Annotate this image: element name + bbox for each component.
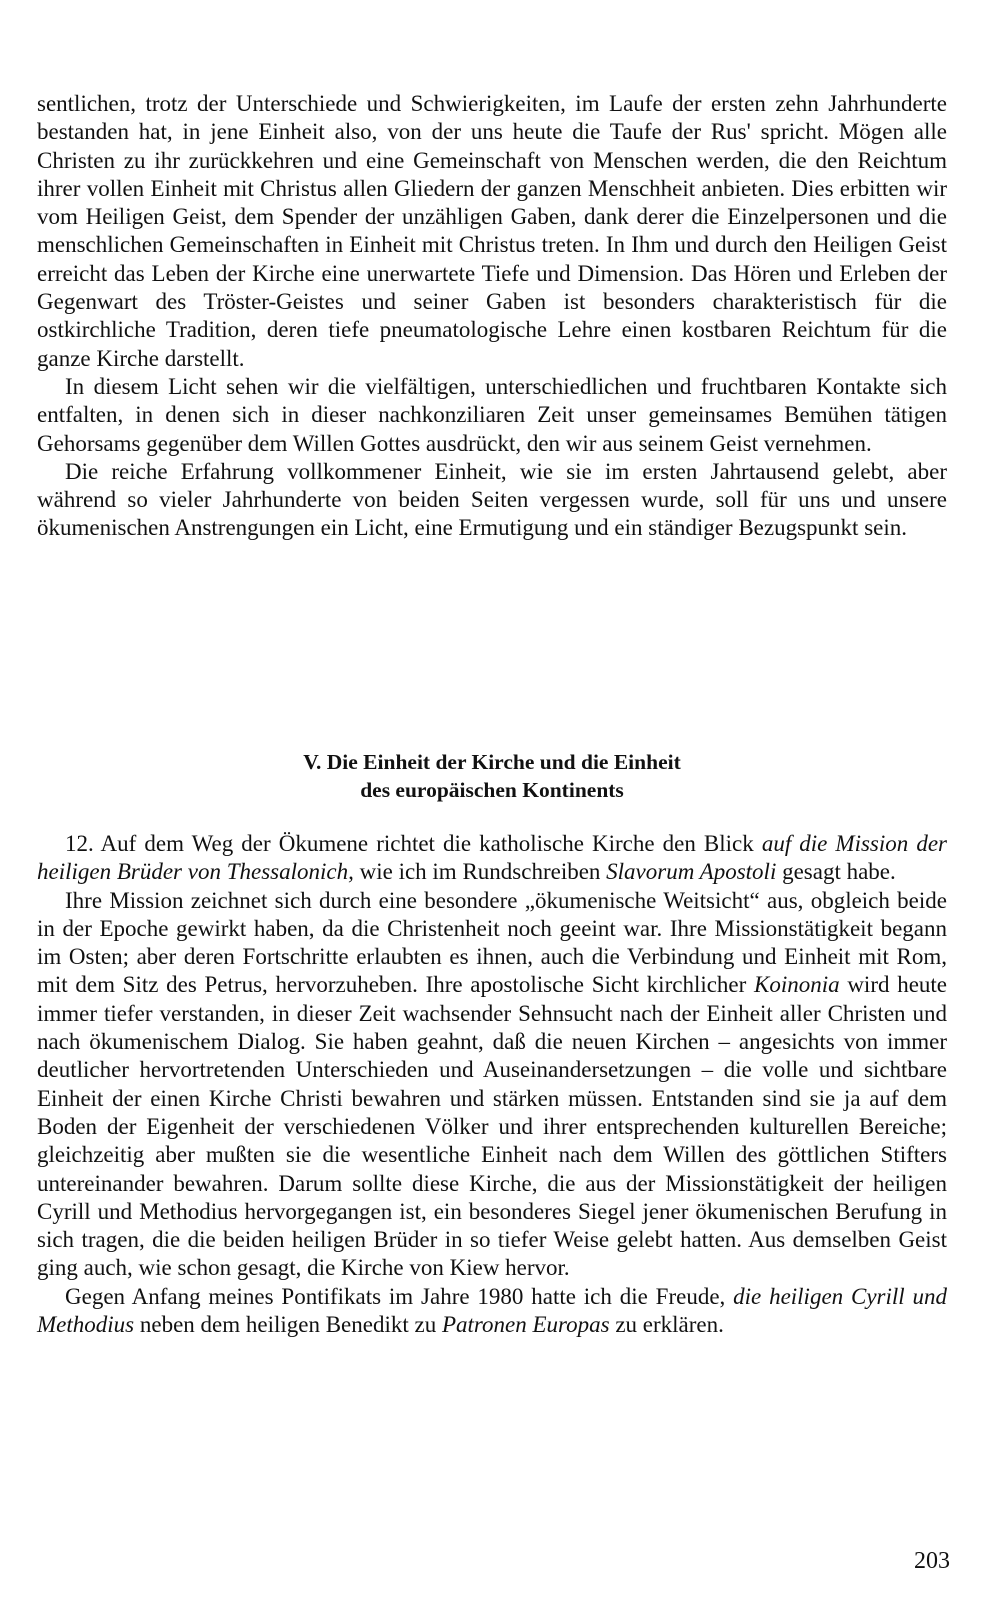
p12-text-a: 12. Auf dem Weg der Ökumene richtet die katholische Kirche den Blick <box>65 831 762 856</box>
page-number: 203 <box>914 1548 950 1574</box>
section-heading <box>37 748 947 804</box>
paragraph-mission <box>37 887 947 1283</box>
p-mission-text-a: Ihre Mission zeichnet sich durch eine besondere „ökumenische Weitsicht“ aus, obgleich beide in der Epoche gewirkt haben, da die Christenheit noch geeint war. Ihre Missionstätigkeit begann im Osten; aber deren Fortschritte erlaubten es ihnen, auch die Verbindung und Einheit mit Rom, mit dem Sitz des Petrus, hervorzuheben. Ihre apostolische Sicht kirchlicher <box>37 887 947 998</box>
paragraph-12 <box>37 830 947 887</box>
p-patrons-text-a: Gegen Anfang meines Pontifikats im Jahre 1980 hatte ich die Freude, <box>65 1283 734 1309</box>
heading-line-2: des europäischen Kontinents <box>360 778 624 802</box>
p-mission-text-c: wird heute immer tiefer verstanden, in dieser Zeit wachsender Sehnsucht nach der Einheit aller Christen und nach ökumenischem Dialog. Sie haben geahnt, daß die neuen Kirchen – angesichts von immer deutlicher hervortretenden Unterschieden und Auseinandersetzungen – die volle und sichtbare Einheit der einen Kirche Christi bewahren und stärken müssen. Entstanden sind sie ja auf dem Boden der Eigenheit der verschiedenen Völker und ihrer entsprechenden kulturellen Bereiche; gleichzeitig aber mußten sie die wesentliche Einheit nach dem Willen des göttlichen Stifters untereinander bewahren. Darum sollte diese Kirche, die aus der Missionstätigkeit der heiligen Cyrill und Methodius hervorgegangen ist, ein besonderes Siegel jener ökumenischen Berufung in sich tragen, die die beiden heiligen Brüder in so tiefer Weise gelebt hatten. Aus demselben Geist ging auch, wie schon gesagt, die Kirche von Kiew hervor. <box>37 972 947 1281</box>
p-patrons-text-c: neben dem heiligen Benedikt zu <box>134 1312 442 1338</box>
p-patrons-italic-saints: die heiligen Cyrill und Methodius <box>37 1283 948 1338</box>
paragraph-patrons <box>37 1283 947 1340</box>
p-patrons-text-e: zu erklären. <box>609 1312 724 1338</box>
paragraph-continuation: sentlichen, trotz der Unterschiede und Schwierigkeiten, im Laufe der ersten zehn Jahrhunderte bestanden hat, in jene Einheit also, von der uns heute die Taufe der Rus' spricht. Mögen alle Christen zu ihr zurückkehren und eine Gemeinschaft von Menschen werden, die den Reichtum ihrer vollen Einheit mit Christus allen Gliedern der ganzen Menschheit anbieten. Dies erbitten wir vom Heiligen Geist, dem Spender der unzähligen Gaben, dank derer die Einzelpersonen und die menschlichen Gemeinschaften in Einheit mit Christus treten. In Ihm und durch den Heiligen Geist erreicht das Leben der Kirche eine unerwartete Tiefe und Dimension. Das Hören und Erleben der Gegenwart des Tröster-Geistes und seiner Gaben ist besonders charakteristisch für die ostkirchliche Tradition, deren tiefe pneumatologische Lehre einen kostbaren Reichtum für die ganze Kirche darstellt. <box>37 91 947 371</box>
p12-text-c: wie ich im Rundschreiben <box>353 859 607 885</box>
p-patrons-italic-europe: Patronen Europas <box>441 1312 610 1338</box>
heading-line-1: V. Die Einheit der Kirche und die Einheit <box>303 750 681 774</box>
paragraph-light: In diesem Licht sehen wir die vielfältigen, unterschiedlichen und fruchtbaren Kontakte sich entfalten, in denen sich in dieser nachkonziliaren Zeit unser gemeinsames Bemühen tätigen Gehorsams gegenüber dem Willen Gottes ausdrückt, den wir aus seinem Geist vernehmen. <box>37 373 947 456</box>
p12-italic-encyclical: Slavorum Apostoli <box>606 859 777 885</box>
p12-italic-mission: auf die Mission der heiligen Brüder von Thessalonich, <box>37 831 948 885</box>
paragraph-experience: Die reiche Erfahrung vollkommener Einheit, wie sie im ersten Jahrtausend gelebt, aber während so vieler Jahrhunderte von beiden Seiten vergessen wurde, soll für uns und unsere ökumenischen Anstrengungen ein Licht, eine Ermutigung und ein ständiger Bezugspunkt sein. <box>37 458 947 541</box>
p-mission-italic-koinonia: Koinonia <box>754 972 840 998</box>
bottom-text-section <box>37 830 947 1339</box>
p12-text-e: gesagt habe. <box>776 859 896 885</box>
top-text-section <box>37 90 947 543</box>
